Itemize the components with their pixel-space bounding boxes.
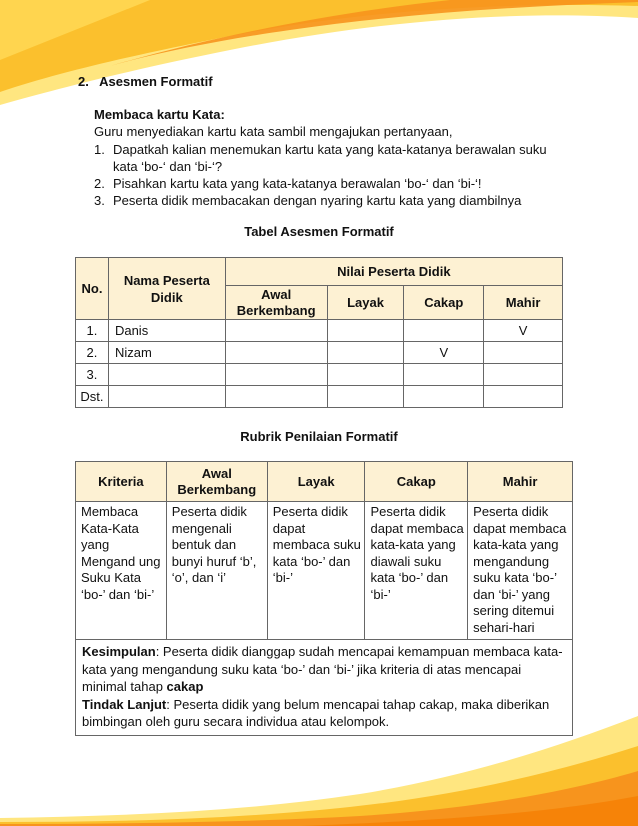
score-mark (484, 364, 563, 386)
list-item-text: Dapatkah kalian menemukan kartu kata yang kata-katanya berawalan suku kata ‘bo-‘ dan ‘bi-‘? (113, 142, 547, 174)
list-item-text: Pisahkan kartu kata yang kata-katanya berawalan ‘bo-‘ dan ‘bi-‘! (113, 176, 482, 191)
score-mark (484, 342, 563, 364)
score-mark (225, 342, 327, 364)
rubric-header: Cakap (365, 462, 468, 502)
header-student-name: Nama Peserta Didik (108, 258, 225, 320)
rubric-header: Layak (267, 462, 365, 502)
activity-heading: Membaca kartu Kata: (94, 107, 225, 122)
top-wave-decoration (0, 0, 638, 110)
score-mark (404, 386, 484, 408)
activity-intro: Guru menyediakan kartu kata sambil mengajukan pertanyaan, (94, 124, 453, 139)
rubric-table (75, 461, 573, 736)
student-name (108, 364, 225, 386)
row-number: 3. (76, 364, 109, 386)
score-mark (404, 364, 484, 386)
list-item (94, 141, 574, 175)
rubric-header: Kriteria (76, 462, 167, 502)
section-number: 2. (78, 74, 89, 89)
list-item-number: 2. (94, 176, 105, 191)
row-number: 2. (76, 342, 109, 364)
rubric-criterion: Membaca Kata-Kata yang Mengand ung Suku Kata ‘bo-’ dan ‘bi-’ (76, 502, 167, 640)
score-mark (327, 386, 404, 408)
header-level: Layak (327, 286, 404, 320)
rubric-cell: Peserta didik dapat membaca kata-kata yang mengandung suku kata ‘bo-’ dan ‘bi-’ yang sering ditemui sehari-hari (468, 502, 573, 640)
section-title: Asesmen Formatif (99, 74, 213, 89)
rubric-header: Awal Berkembang (166, 462, 267, 502)
rubric-cell: Peserta didik dapat membaca suku kata ‘bo-’ dan ‘bi-’ (267, 502, 365, 640)
row-number: Dst. (76, 386, 109, 408)
follow-up-label: Tindak Lanjut (82, 696, 167, 712)
follow-up-text: : Peserta didik yang belum mencapai tahap cakap, maka diberikan bimbingan oleh guru secara individua atau kelompok. (82, 696, 550, 729)
header-scores-group: Nilai Peserta Didik (225, 258, 562, 286)
student-name (108, 386, 225, 408)
student-name: Nizam (108, 342, 225, 364)
table-row (76, 386, 563, 408)
list-item-number: 3. (94, 193, 105, 208)
score-mark (484, 386, 563, 408)
rubric-header: Mahir (468, 462, 573, 502)
rubric-cell: Peserta didik mengenali bentuk dan bunyi huruf ‘b’, ‘o’, dan ‘i’ (166, 502, 267, 640)
rubric-notes (76, 640, 573, 736)
conclusion-label: Kesimpulan (82, 644, 156, 659)
assessment-table-caption: Tabel Asesmen Formatif (244, 224, 394, 239)
assessment-table (75, 257, 563, 408)
score-mark (225, 364, 327, 386)
table-row (76, 320, 563, 342)
header-level: Cakap (404, 286, 484, 320)
score-mark (327, 342, 404, 364)
conclusion-text: : Peserta didik dianggap sudah mencapai kemampuan membaca kata-kata yang mengandung suku kata ‘bo-’ dan ‘bi-’ jika kriteria di atas mencapai minimal tahap (82, 644, 563, 694)
score-mark (327, 364, 404, 386)
header-level: Awal Berkembang (225, 286, 327, 320)
student-name: Danis (108, 320, 225, 342)
rubric-table-caption: Rubrik Penilaian Formatif (240, 429, 398, 444)
score-mark: V (404, 342, 484, 364)
list-item-text: Peserta didik membacakan dengan nyaring kartu kata yang diambilnya (113, 193, 522, 208)
header-level: Mahir (484, 286, 563, 320)
table-row (76, 364, 563, 386)
score-mark (225, 320, 327, 342)
score-mark (404, 320, 484, 342)
list-item (94, 175, 574, 192)
header-no: No. (76, 258, 109, 320)
list-item (94, 192, 574, 209)
table-row (76, 502, 573, 640)
question-list (94, 141, 574, 209)
score-mark: V (484, 320, 563, 342)
list-item-number: 1. (94, 142, 105, 157)
conclusion-emphasis: cakap (166, 679, 204, 694)
table-row (76, 342, 563, 364)
score-mark (327, 320, 404, 342)
score-mark (225, 386, 327, 408)
rubric-cell: Peserta didik dapat membaca kata-kata yang diawali suku kata ‘bo-’ dan ‘bi-’ (365, 502, 468, 640)
section-heading (78, 74, 213, 89)
row-number: 1. (76, 320, 109, 342)
